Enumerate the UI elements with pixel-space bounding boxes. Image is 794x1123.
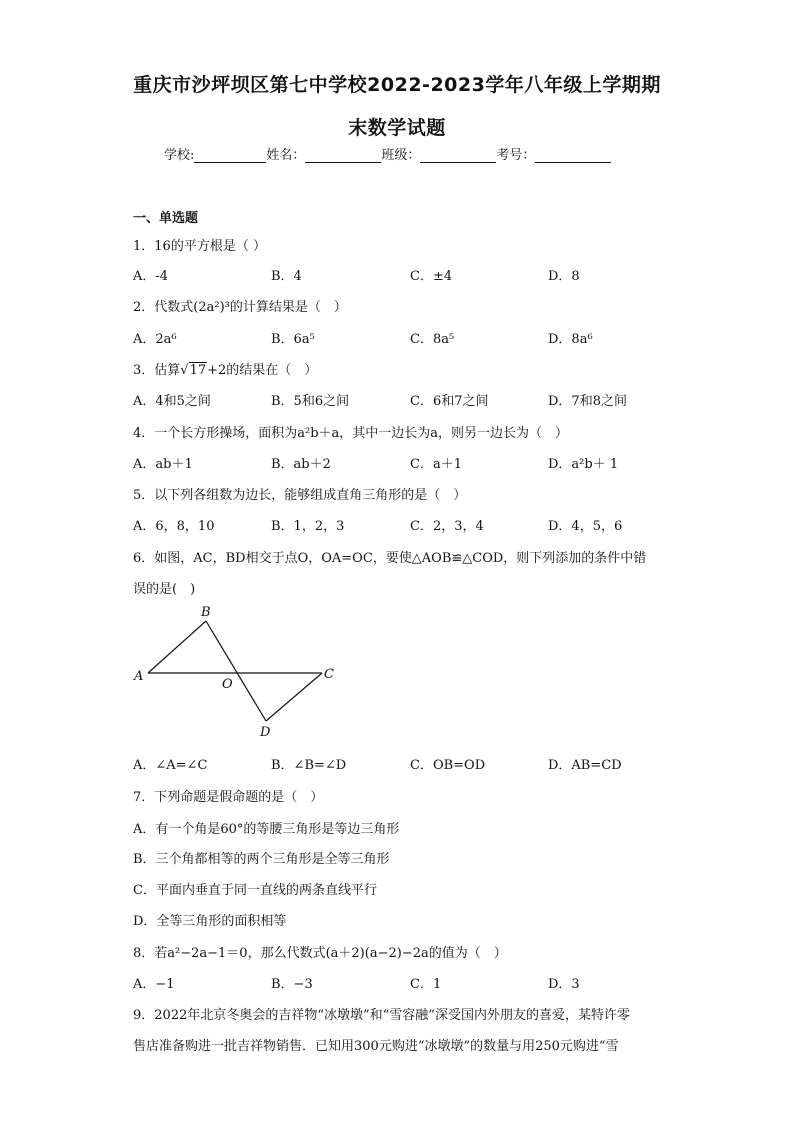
question-8-option-b: B．−3 — [271, 977, 313, 992]
point-label-a: A — [134, 669, 144, 684]
class-label: 班级： — [381, 148, 421, 163]
question-1-option-d: D．8 — [548, 269, 580, 284]
question-4-option-c: C．a＋1 — [410, 457, 462, 472]
question-2-option-c: C．8a⁵ — [410, 332, 455, 347]
triangles-diagram — [126, 600, 346, 745]
point-label-o: O — [222, 677, 233, 692]
question-3-stem — [133, 359, 317, 378]
class-blank[interactable] — [420, 148, 496, 163]
segment-cd — [266, 673, 322, 721]
question-5-option-b: B．1，2，3 — [271, 519, 345, 534]
school-blank[interactable] — [194, 148, 266, 163]
exam-title-line-1: 重庆市沙坪坝区第七中学校2022-2023学年八年级上学期期 — [133, 74, 661, 96]
question-7-option-b: B．三个角都相等的两个三角形是全等三角形 — [133, 852, 390, 867]
question-6-stem-line-2: 误的是( ) — [133, 582, 196, 597]
exam-title-line-2: 末数学试题 — [348, 117, 446, 139]
question-2-option-d: D．8a⁶ — [548, 332, 593, 347]
question-4-option-b: B．ab＋2 — [271, 457, 331, 472]
student-info-line — [164, 144, 611, 163]
name-label: 姓名： — [266, 148, 306, 163]
question-1-stem: 1．16的平方根是（ ） — [133, 239, 266, 254]
question-8-option-c: C．1 — [410, 977, 442, 992]
question-7-option-a: A．有一个角是60°的等腰三角形是等边三角形 — [133, 822, 400, 837]
question-9-stem-line-2: 售店准备购进一批吉祥物销售．已知用300元购进“冰墩墩”的数量与用250元购进“雪 — [133, 1039, 619, 1054]
question-9-stem-line-1: 9．2022年北京冬奥会的吉祥物“冰墩墩”和“雪容融”深受国内外朋友的喜爱，某特许零 — [133, 1008, 630, 1023]
question-6-option-d: D．AB=CD — [548, 758, 622, 773]
question-1-option-b: B．4 — [271, 269, 302, 284]
question-8-option-a: A．−1 — [133, 977, 175, 992]
question-7-stem: 7．下列命题是假命题的是（ ） — [133, 790, 324, 805]
question-3-option-a: A．4和5之间 — [133, 394, 211, 409]
question-8-stem: 8．若a²−2a−1＝0，那么代数式(a＋2)(a−2)−2a的值为（ ） — [133, 946, 507, 961]
question-3-stem-prefix: 3．估算 — [133, 363, 181, 378]
question-4-option-a: A．ab＋1 — [133, 457, 193, 472]
question-5-option-a: A．6，8，10 — [133, 519, 215, 534]
question-5-option-d: D．4，5，6 — [548, 519, 623, 534]
question-6-option-a: A．∠A=∠C — [133, 758, 208, 773]
question-5-option-c: C．2，3，4 — [410, 519, 484, 534]
point-label-b: B — [201, 605, 211, 620]
question-2-stem-suffix: 的计算结果是（ ） — [229, 300, 347, 315]
question-1-option-a: A．-4 — [133, 269, 169, 284]
exam-number-blank[interactable] — [535, 148, 611, 163]
point-label-d: D — [260, 725, 271, 740]
school-label: 学校: — [164, 148, 195, 163]
square-root-symbol: √17 — [180, 363, 207, 378]
section-title: 一、单选题 — [133, 211, 199, 226]
question-3-option-d: D．7和8之间 — [548, 394, 627, 409]
exam-number-label: 考号： — [496, 148, 536, 163]
geometry-figure — [126, 600, 346, 745]
question-3-option-b: B．5和6之间 — [271, 394, 350, 409]
question-8-option-d: D．3 — [548, 977, 580, 992]
question-2-stem-prefix: 2．代数式 — [133, 300, 194, 315]
question-2-stem — [133, 296, 347, 315]
question-6-option-c: C．OB=OD — [410, 758, 486, 773]
question-2-option-a: A．2a⁶ — [133, 332, 177, 347]
question-2-expression: (2a²)³ — [193, 300, 230, 315]
question-6-stem-line-1: 6．如图，AC，BD相交于点O，OA=OC，要使△AOB≌△COD，则下列添加的条件中错 — [133, 551, 647, 566]
name-blank[interactable] — [305, 148, 381, 163]
question-4-option-d: D．a²b＋ 1 — [548, 457, 619, 472]
question-2-option-b: B．6a⁵ — [271, 332, 315, 347]
question-7-option-d: D．全等三角形的面积相等 — [133, 914, 287, 929]
question-7-option-c: C．平面内垂直于同一直线的两条直线平行 — [133, 883, 377, 898]
question-4-stem: 4．一个长方形操场，面积为a²b＋a，其中一边长为a，则另一边长为（ ） — [133, 426, 569, 441]
question-3-stem-suffix: +2的结果在（ ） — [207, 363, 318, 378]
question-6-option-b: B．∠B=∠D — [271, 758, 347, 773]
point-label-c: C — [324, 667, 334, 682]
question-3-option-c: C．6和7之间 — [410, 394, 489, 409]
question-3-radicand: 17 — [189, 363, 207, 378]
segment-bd — [206, 621, 266, 721]
segment-ab — [148, 621, 206, 673]
question-5-stem: 5．以下列各组数为边长，能够组成直角三角形的是（ ） — [133, 488, 467, 503]
question-1-option-c: C．±4 — [410, 269, 453, 284]
